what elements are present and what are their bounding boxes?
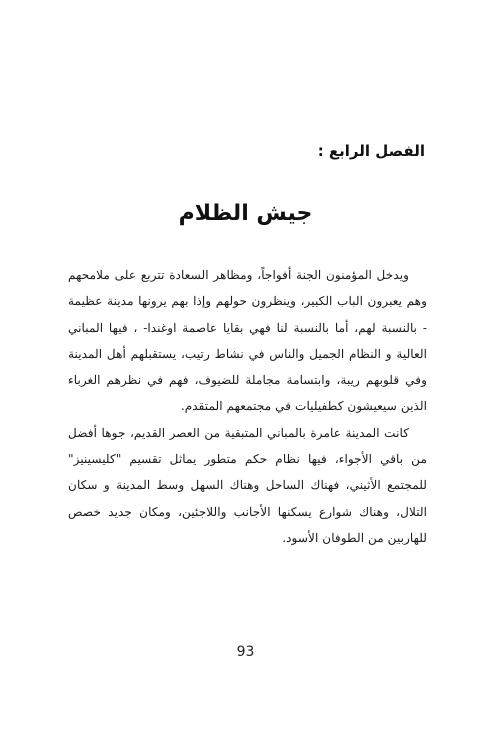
body-text bbox=[68, 262, 427, 551]
chapter-title: جيش الظلام bbox=[178, 201, 313, 226]
paragraph-2: كانت المدينة عامرة بالمباني المتبقية من العصر القديم، جوها أفضل من باقي الأجواء، فيها نظام حكم متطور يماثل تقسيم "كليسينيز" للمجتمع الأثيني، فهناك الساحل وهناك السهل وسط المدينة و سكان التلال، وهناك شوارع يسكنها الأجانب واللاجئين، ومكان جديد خصص للهاربين من الطوفان الأسود. bbox=[68, 425, 427, 545]
page-number: 93 bbox=[236, 644, 255, 660]
chapter-label: الفصل الرابع : bbox=[317, 142, 425, 160]
paragraph-1: ويدخل المؤمنون الجنة أفواجاً، ومظاهر السعادة تتربع على ملامحهم وهم يعبرون الباب الكبير، وينظرون حولهم وإذا بهم يرونها مدينة عظيمة - بالنسبة لهم، أما بالنسبة لنا فهي بقايا عاصمة اوغندا- ، فيها المباني العالية و النظام الجميل والناس في نشاط رتيب، يستقبلهم أهل المدينة وفي قلوبهم ريبة، وابتسامة مجاملة للضيوف، فهم في نظرهم الغرباء الذين سيعيشون كطفيليات في مجتمعهم المتقدم. bbox=[68, 268, 427, 414]
